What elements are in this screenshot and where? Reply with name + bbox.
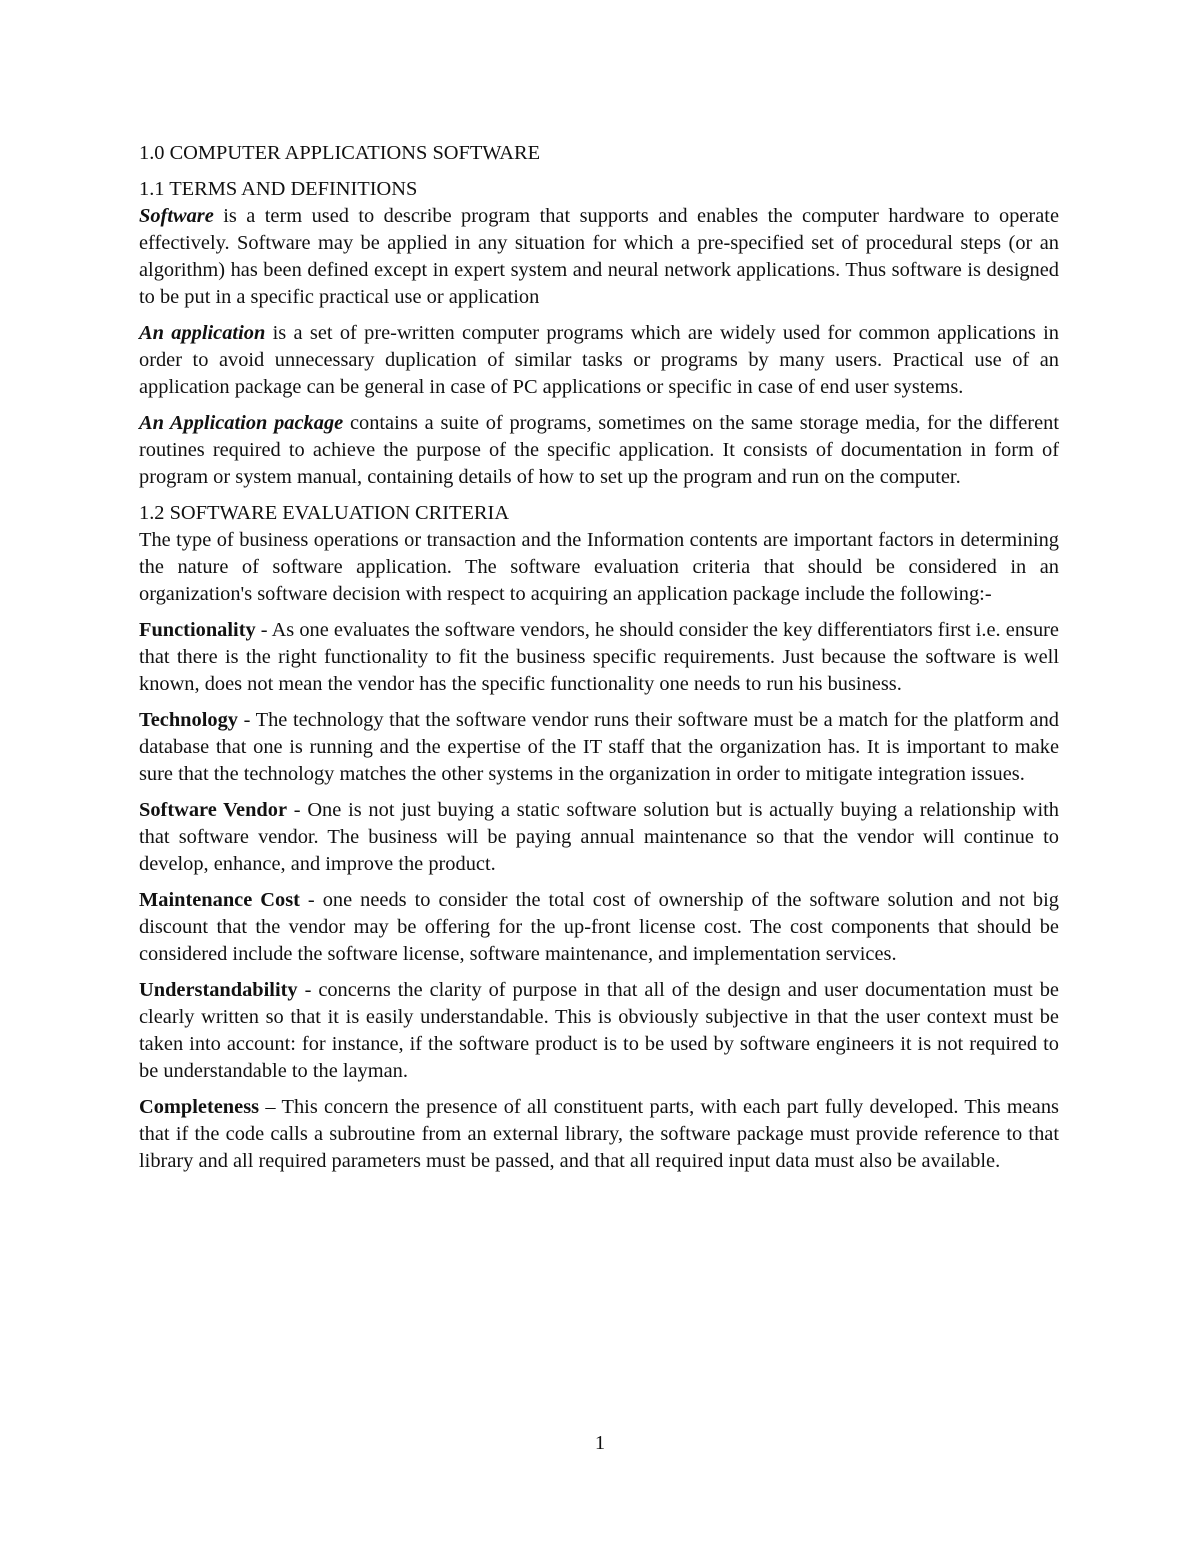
criterion-text: - concerns the clarity of purpose in that all of the design and user documentation must be clearly written so that it is easily understandable. This is obviously subjective in that the user context must be taken into account: for instance, if the software product is to be used by software engineers it is not required to be understandable to the layman. (139, 979, 1059, 1082)
criterion-understandability (139, 977, 1059, 1085)
definition-application (139, 320, 1059, 401)
definition-software (139, 203, 1059, 311)
document-page (139, 140, 1059, 1175)
definition-term: Software (139, 205, 214, 227)
criterion-text: – This concern the presence of all constituent parts, with each part fully developed. This means that if the code calls a subroutine from an external library, the software package must provide reference to that library and all required parameters must be passed, and that all required input data must also be available. (139, 1096, 1059, 1172)
criterion-term: Functionality (139, 619, 256, 641)
criterion-completeness (139, 1094, 1059, 1175)
criterion-text: - one needs to consider the total cost of ownership of the software solution and not big discount that the vendor may be offering for the up-front license cost. The cost components that should be considered include the software license, software maintenance, and implementation services. (139, 889, 1059, 965)
definition-text: is a set of pre-written computer programs which are widely used for common applications in order to avoid unnecessary duplication of similar tasks or programs by many users. Practical use of an application package can be general in case of PC applications or specific in case of end user systems. (139, 322, 1060, 398)
criterion-software-vendor (139, 797, 1059, 878)
criterion-term: Completeness (139, 1096, 260, 1118)
criterion-text: - One is not just buying a static software solution but is actually buying a relationship with that software vendor. The business will be paying annual maintenance so that the vendor will continue to develop, enhance, and improve the product. (139, 799, 1059, 875)
definition-text: is a term used to describe program that supports and enables the computer hardware to operate effectively. Software may be applied in any situation for which a pre-specified set of procedural steps (or an algorithm) has been defined except in expert system and neural network applications. Thus software is designed to be put in a specific practical use or application (139, 205, 1059, 308)
page-number: 1 (594, 1432, 606, 1454)
section-heading-evaluation: 1.2 SOFTWARE EVALUATION CRITERIA (139, 502, 510, 524)
criterion-term: Maintenance Cost (139, 889, 300, 911)
section-heading-terms: 1.1 TERMS AND DEFINITIONS (139, 178, 418, 200)
criterion-maintenance-cost (139, 887, 1059, 968)
criterion-functionality (139, 617, 1059, 698)
definition-text: contains a suite of programs, sometimes on the same storage media, for the different routines required to achieve the purpose of the specific application. It consists of documentation in form of program or system manual, containing details of how to set up the program and run on the computer. (139, 412, 1059, 488)
criterion-technology (139, 707, 1059, 788)
document-title: 1.0 COMPUTER APPLICATIONS SOFTWARE (139, 142, 541, 164)
criterion-term: Software Vendor (139, 799, 287, 821)
definition-term: An application (139, 322, 266, 344)
definition-term: An Application package (139, 412, 344, 434)
definition-application-package (139, 410, 1059, 491)
criterion-text: - The technology that the software vendor runs their software must be a match for the platform and database that one is running and the expertise of the IT staff that the organization has. It is important to make sure that the technology matches the other systems in the organization in order to mitigate integration issues. (139, 709, 1059, 785)
criterion-text: - As one evaluates the software vendors, he should consider the key differentiators first i.e. ensure that there is the right functionality to fit the business specific requirements. Just because the software is well known, does not mean the vendor has the specific functionality one needs to run his business. (139, 619, 1059, 695)
evaluation-intro: The type of business operations or transaction and the Information contents are important factors in determining the nature of software application. The software evaluation criteria that should be considered in an organization's software decision with respect to acquiring an application package include the following:- (139, 529, 1059, 605)
criterion-term: Understandability (139, 979, 298, 1001)
criterion-term: Technology (139, 709, 238, 731)
